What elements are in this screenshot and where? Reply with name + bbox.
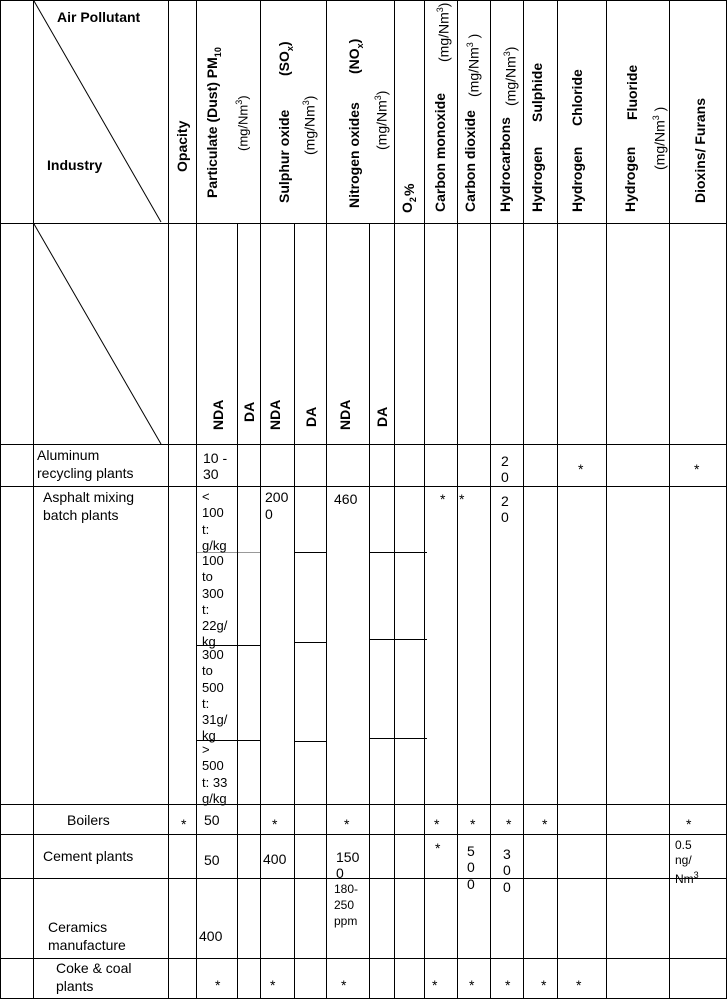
tier-line	[294, 741, 326, 742]
coke-co: *	[432, 977, 438, 993]
row-name-coke: Coke & coal plants	[56, 960, 132, 994]
col-sox-unit: (mg/Nm$^3$)	[301, 95, 318, 155]
col-h2s-b: Sulphide	[529, 62, 545, 122]
cement-co: *	[435, 840, 441, 856]
row-name-cement: Cement plants	[43, 848, 134, 864]
aluminum-diox: *	[694, 461, 700, 477]
tier-line	[294, 552, 326, 553]
asphalt-sox-nda: 200 0	[265, 489, 289, 522]
pm-da-label: DA	[241, 401, 257, 422]
coke-nox: *	[341, 977, 347, 993]
row-name-ceramics: Ceramics manufacture	[48, 919, 126, 953]
boilers-hs: *	[542, 816, 548, 832]
col-nox-formula: $(NO_x)$	[346, 38, 365, 74]
asphalt-pm-tier-2: 100 to 300 t: 22g/ kg	[202, 553, 228, 650]
row-name-aluminum: Aluminum recycling plants	[37, 447, 134, 481]
boilers-co2: *	[470, 816, 476, 832]
cement-nox-nda: 150 0	[336, 849, 360, 882]
asphalt-pm-tier-3: 300 to 500 t: 31g/ kg	[202, 647, 228, 744]
col-hc: Hydrocarbons	[497, 117, 513, 212]
col-hf-b: Fluoride	[624, 64, 640, 120]
col-co: Carbon monoxide	[432, 92, 448, 212]
row-name-asphalt: Asphalt mixing batch plants	[43, 489, 135, 523]
col-pm-unit: (mg/Nm$^3$)	[234, 95, 251, 151]
coke-hc: *	[505, 977, 511, 993]
nox-da-label: DA	[374, 406, 390, 427]
col-h2s-a: Hydrogen	[529, 146, 545, 212]
tier-line	[369, 738, 427, 739]
coke-pm: *	[215, 977, 221, 993]
tier-line	[369, 552, 427, 553]
asphalt-hc: 2 0	[501, 493, 509, 526]
coke-hs: *	[541, 977, 547, 993]
boilers-diox: *	[686, 816, 692, 832]
col-co2-unit: (mg/Nm$^3$ )	[465, 33, 482, 97]
asphalt-nox-nda: 460	[334, 491, 358, 507]
pm-nda-label: NDA	[210, 399, 226, 430]
col-co-unit: (mg/Nm$^3$)	[435, 2, 452, 62]
col-pm: Particulate (Dust) $PM_{10}$	[204, 47, 223, 198]
col-o2-pct: %	[401, 183, 417, 196]
sox-nda-label: NDA	[267, 399, 283, 430]
row-line	[0, 998, 727, 999]
aluminum-pm-nda: 10 - 30	[203, 450, 228, 483]
boilers-hc: *	[506, 816, 512, 832]
boilers-pm-nda: 50	[204, 812, 220, 828]
col-nox-unit: (mg/Nm$^3$)	[373, 90, 390, 150]
cement-diox: 0.5 ng/ Nm$^3$	[675, 838, 699, 886]
aluminum-hc: 2 0	[501, 453, 509, 486]
boilers-nox: *	[344, 816, 350, 832]
coke-co2: *	[469, 977, 475, 993]
col-hf-a: Hydrogen	[622, 146, 638, 212]
col-o2: $O_2$	[399, 197, 418, 213]
row-name-boilers: Boilers	[67, 812, 110, 828]
row-line	[0, 486, 727, 487]
row-line	[0, 878, 727, 879]
col-hcl-b: Chloride	[569, 69, 585, 126]
diagonal-line	[34, 224, 161, 444]
diagonal-line	[34, 1, 161, 222]
col-hcl-a: Hydrogen	[569, 146, 585, 212]
cement-sox-nda: 400	[263, 851, 287, 867]
col-opacity: Opacity	[174, 120, 190, 172]
coke-hcl: *	[576, 977, 582, 993]
asphalt-pm-tier-4: > 500 t: 33 g/kg	[202, 742, 228, 806]
coke-sox: *	[270, 977, 276, 993]
boilers-sox: *	[272, 816, 278, 832]
asphalt-co2: *	[459, 491, 465, 507]
ceramics-pm-nda: 400	[199, 928, 223, 944]
col-nox: Nitrogen oxides	[346, 102, 362, 208]
col-sox-formula: $(SO_x)$	[276, 41, 295, 76]
col-sox: Sulphur oxide	[276, 109, 292, 203]
ceramics-nox-nda: 180- 250 ppm	[334, 882, 359, 928]
boilers-co: *	[434, 816, 440, 832]
asphalt-pm-tier-1: < 100 t: g/kg	[202, 489, 227, 553]
col-hc-unit: (mg/Nm$^3$)	[502, 46, 519, 106]
col-co2: Carbon dioxide	[462, 110, 478, 212]
col-hf-unit: (mg/Nm$^3$ )	[651, 106, 668, 170]
tier-line	[369, 639, 427, 640]
corner-top-label: Air Pollutant	[57, 9, 141, 25]
sox-da-label: DA	[303, 406, 319, 427]
corner-bottom-label: Industry	[47, 157, 103, 173]
tier-line	[294, 642, 326, 643]
row-line	[0, 834, 727, 835]
asphalt-co: *	[440, 491, 446, 507]
cement-pm-nda: 50	[204, 852, 220, 868]
col-dioxins: Dioxins/ Furans	[692, 97, 708, 203]
cement-co2: 5 0 0	[467, 843, 475, 892]
nox-nda-label: NDA	[337, 399, 353, 430]
row-line	[0, 804, 727, 805]
cement-hc: 3 0 0	[503, 846, 511, 895]
aluminum-hcl: *	[578, 461, 584, 477]
boilers-opacity: *	[181, 816, 187, 832]
